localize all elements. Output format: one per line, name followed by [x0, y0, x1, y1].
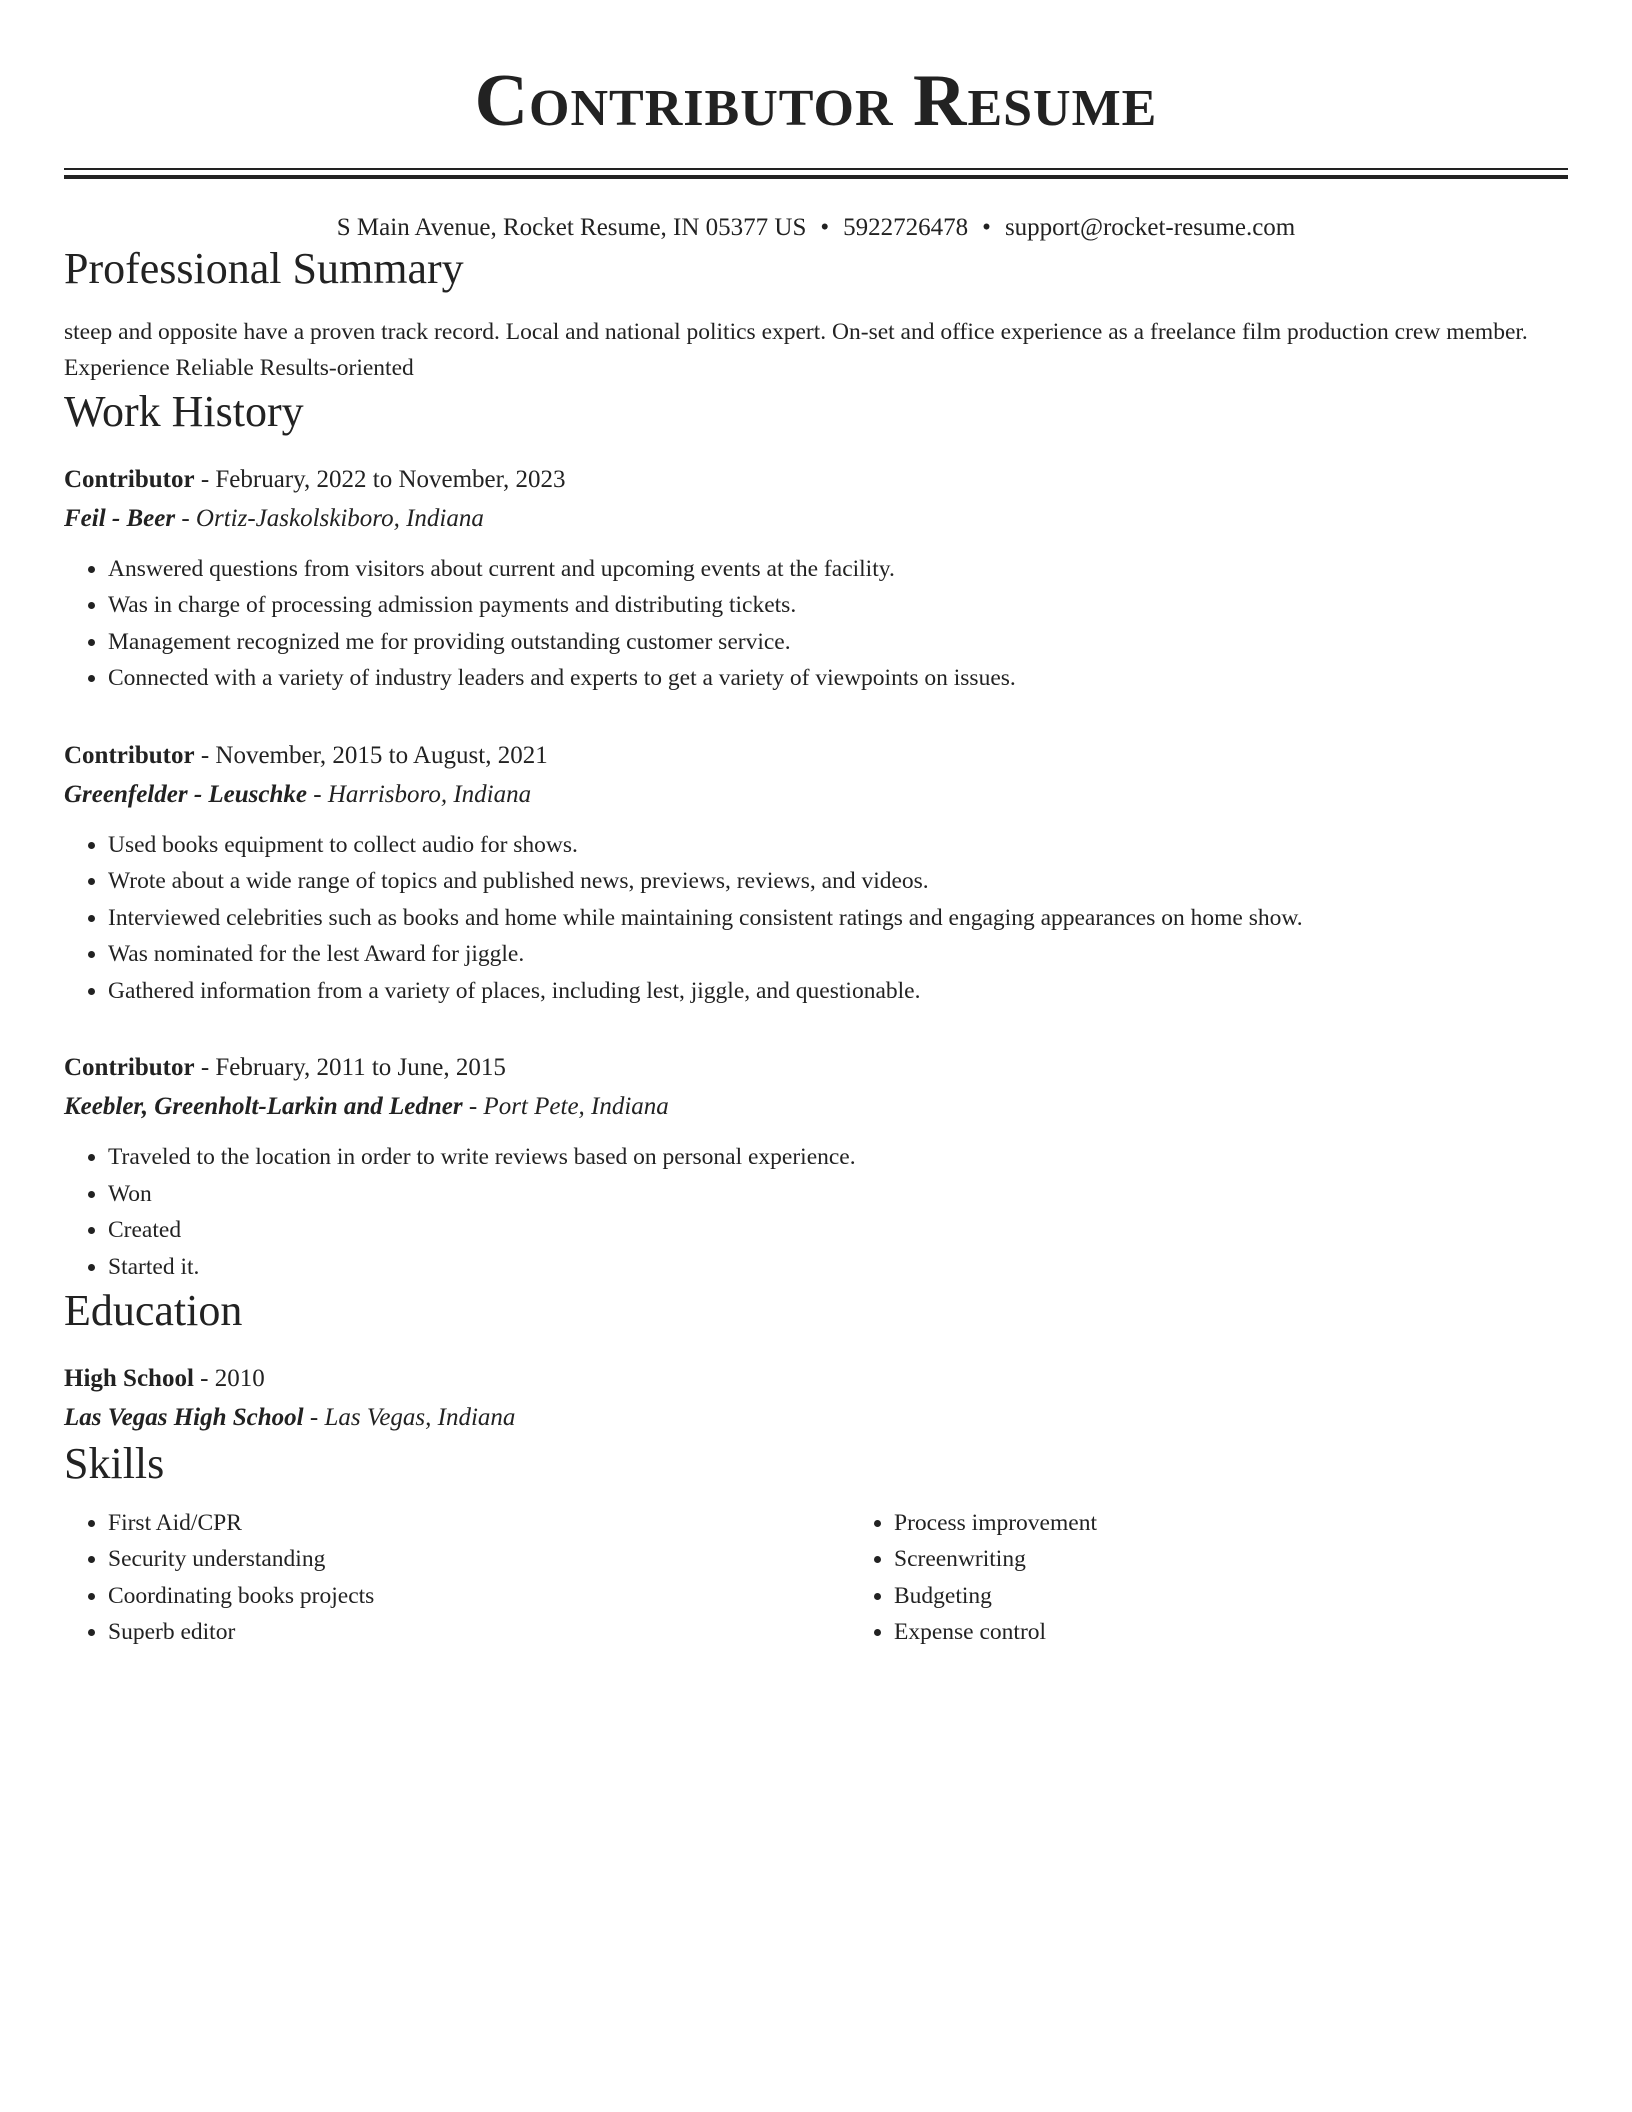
job-duty: • Started it.: [108, 1249, 1568, 1286]
school-line: [64, 1398, 1568, 1438]
job-title: Contributor: [64, 741, 195, 769]
employer-location: - Port Pete, Indiana: [462, 1093, 669, 1121]
degree-line: [64, 1360, 1568, 1398]
job-duty: • Traveled to the location in order to write reviews based on personal experience.: [108, 1139, 1568, 1176]
summary-text: steep and opposite have a proven track record. Local and national politics expert. On-set and office experience as a freelance film production crew member. Experience Reliable Results-oriented: [64, 318, 1528, 381]
work-history-heading: Work History: [64, 386, 304, 436]
contact-address: S Main Avenue, Rocket Resume, IN 05377 US: [336, 214, 807, 241]
skills-columns: [64, 1505, 1568, 1651]
job-title-line: [64, 737, 1568, 775]
skill-item: • Security understanding: [108, 1541, 850, 1578]
graduation-year: - 2010: [193, 1364, 265, 1392]
job-entry: [64, 737, 1568, 1010]
resume-title: Contributor Resume: [474, 60, 1158, 142]
employer-line: [64, 1087, 1568, 1127]
school-name: Las Vegas High School: [64, 1403, 304, 1431]
job-duty: • Created: [108, 1212, 1568, 1249]
contact-email: support@rocket-resume.com: [1004, 214, 1296, 241]
contact-phone: 5922726478: [843, 214, 969, 241]
job-duty: • Was in charge of processing admission payments and distributing tickets.: [108, 587, 1568, 624]
job-duty: • Gathered information from a variety of places, including lest, jiggle, and questionable.: [108, 973, 1568, 1010]
job-duty: • Interviewed celebrities such as books and home while maintaining consistent ratings and engaging appearances on home show.: [108, 900, 1568, 937]
education-heading: Education: [64, 1286, 243, 1336]
job-title: Contributor: [64, 1054, 195, 1082]
title-divider: [64, 168, 1568, 179]
job-dates: - February, 2022 to November, 2023: [194, 465, 566, 493]
employer-name: Greenfelder - Leuschke: [64, 780, 307, 808]
job-dates: - February, 2011 to June, 2015: [194, 1054, 506, 1082]
job-title: Contributor: [64, 465, 195, 493]
job-title-line: [64, 1049, 1568, 1087]
skill-item: • Coordinating books projects: [108, 1578, 850, 1615]
skill-item: • Superb editor: [108, 1614, 850, 1651]
contact-separator: •: [982, 214, 991, 241]
skill-item: • Budgeting: [894, 1578, 1594, 1615]
employer-line: [64, 499, 1568, 539]
degree: High School: [64, 1364, 194, 1392]
skill-item: • Screenwriting: [894, 1541, 1594, 1578]
employer-line: [64, 775, 1568, 815]
employer-location: - Ortiz-Jaskolskiboro, Indiana: [175, 504, 484, 532]
job-duty: • Wrote about a wide range of topics and published news, previews, reviews, and videos.: [108, 863, 1568, 900]
job-duty: • Connected with a variety of industry leaders and experts to get a variety of viewpoints on issues.: [108, 660, 1568, 697]
skills-list-left: [64, 1505, 850, 1651]
job-duty: • Won: [108, 1176, 1568, 1213]
school-location: - Las Vegas, Indiana: [303, 1403, 516, 1431]
job-duty: • Used books equipment to collect audio for shows.: [108, 827, 1568, 864]
skill-item: • Process improvement: [894, 1505, 1594, 1542]
education-entry: [64, 1360, 1568, 1438]
employer-name: Keebler, Greenholt-Larkin and Ledner: [64, 1093, 463, 1121]
job-duty: • Management recognized me for providing outstanding customer service.: [108, 624, 1568, 661]
job-duty: • Was nominated for the lest Award for jiggle.: [108, 936, 1568, 973]
skill-item: • Expense control: [894, 1614, 1594, 1651]
employer-name: Feil - Beer: [64, 504, 176, 532]
job-duties: [64, 827, 1568, 1010]
job-entry: [64, 1049, 1568, 1285]
job-duties: [64, 1139, 1568, 1285]
employer-location: - Harrisboro, Indiana: [307, 780, 532, 808]
job-dates: - November, 2015 to August, 2021: [194, 741, 548, 769]
contact-line: [64, 213, 1568, 243]
job-entry: [64, 461, 1568, 697]
skills-heading: Skills: [64, 1438, 165, 1488]
job-duties: [64, 551, 1568, 697]
skill-item: • First Aid/CPR: [108, 1505, 850, 1542]
job-duty: • Answered questions from visitors about current and upcoming events at the facility.: [108, 551, 1568, 588]
contact-separator: •: [820, 214, 830, 241]
summary-heading: Professional Summary: [64, 244, 464, 293]
job-title-line: [64, 461, 1568, 499]
skills-list-right: [850, 1505, 1594, 1651]
